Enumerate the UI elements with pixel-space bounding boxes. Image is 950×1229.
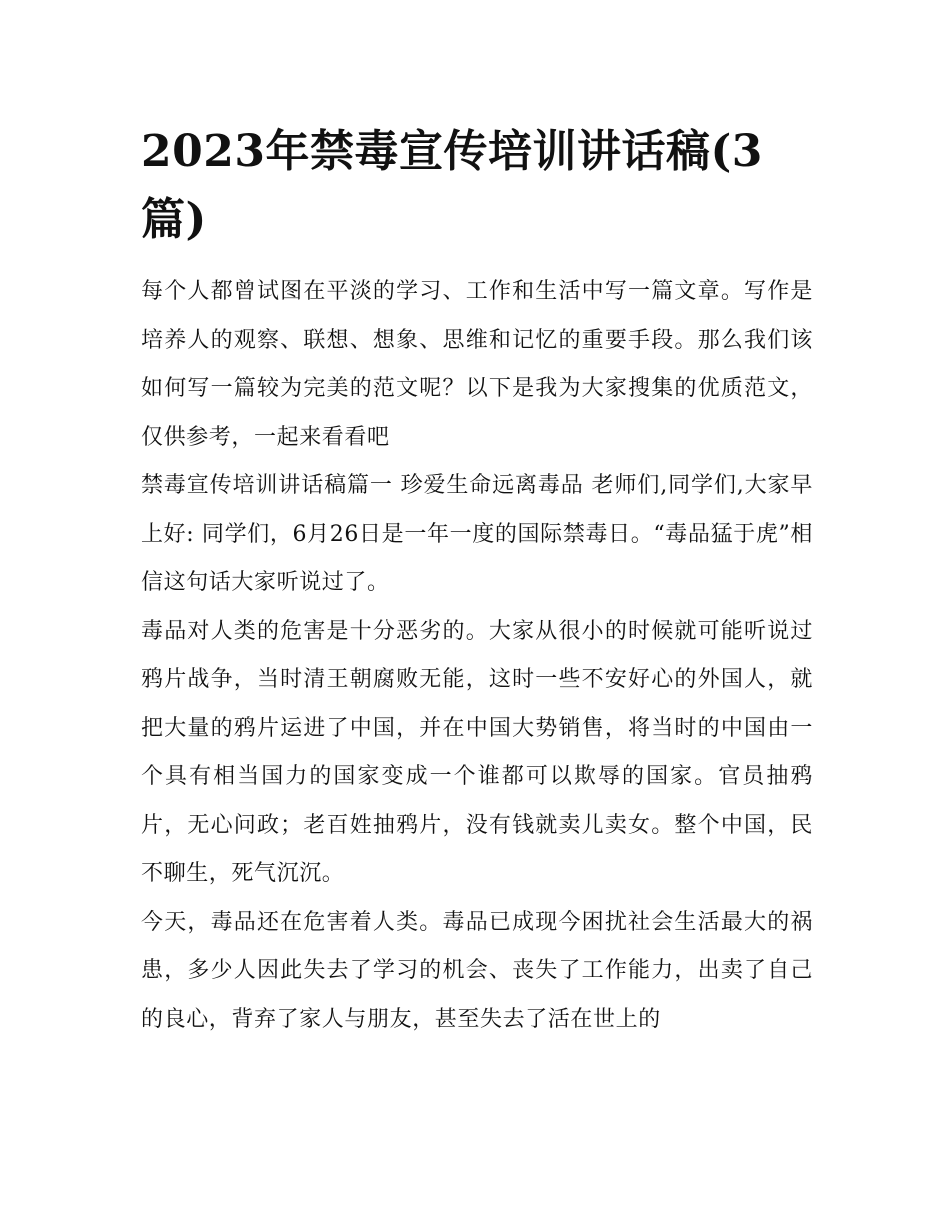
document-title: 2023年禁毒宣传培训讲话稿(3篇) — [141, 126, 763, 245]
paragraph-speech-opening: 禁毒宣传培训讲话稿篇一 珍爱生命远离毒品 老师们,同学们,大家早上好: 同学们，6月26日是一年一度的国际禁毒日。“毒品猛于虎”相信这句话大家听说过了。 — [141, 473, 813, 595]
paragraph-drug-harm-today: 今天，毒品还在危害着人类。毒品已成现今困扰社会生活最大的祸患，多少人因此失去了学习的机会、丧失了工作能力，出卖了自己的良心，背弃了家人与朋友，甚至失去了活在世上的 — [141, 909, 813, 1032]
paragraph-intro: 每个人都曾试图在平淡的学习、工作和生活中写一篇文章。写作是培养人的观察、联想、想象、思维和记忆的重要手段。那么我们该如何写一篇较为完美的范文呢？以下是我为大家搜集的优质范文，仅供参考，一起来看看吧 — [141, 279, 813, 450]
paragraph-opium-history: 毒品对人类的危害是十分恶劣的。大家从很小的时候就可能听说过鸦片战争，当时清王朝腐败无能，这时一些不安好心的外国人，就把大量的鸦片运进了中国，并在中国大势销售，将当时的中国由一个具有相当国力的国家变成一个谁都可以欺辱的国家。官员抽鸦片，无心问政；老百姓抽鸦片，没有钱就卖儿卖女。整个中国，民不聊生，死气沉沉。 — [141, 618, 813, 886]
document-body — [141, 118, 813, 1044]
